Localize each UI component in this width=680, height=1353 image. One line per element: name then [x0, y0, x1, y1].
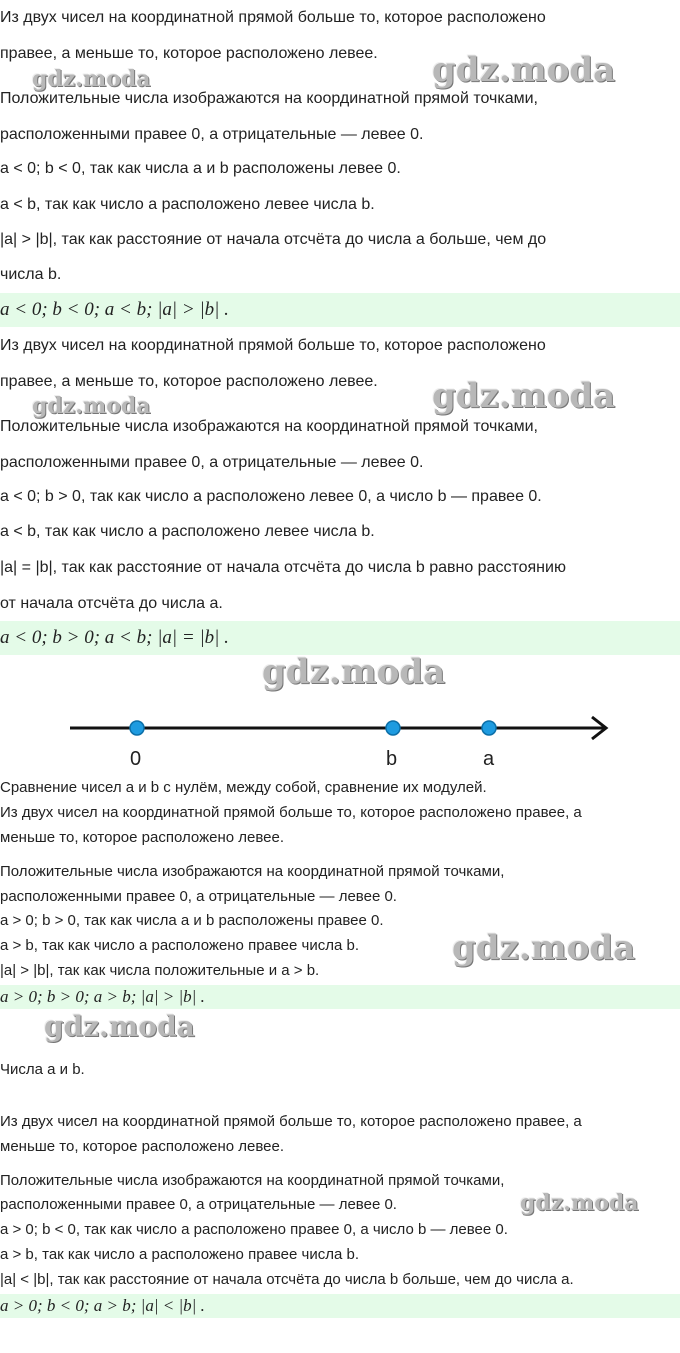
- text-line: |a| = |b|, так как расстояние от начала отсчёта до числа b равно расстоянию: [0, 559, 566, 576]
- text-line: Числа a и b.: [0, 1061, 85, 1078]
- text-line: |a| < |b|, так как расстояние от начала отсчёта до числа b больше, чем до числа a.: [0, 1271, 574, 1288]
- watermark: gdz.moda: [520, 1190, 639, 1216]
- watermark: gdz.moda: [432, 50, 616, 90]
- text-line: расположенными правее 0, а отрицательные — левее 0.: [0, 1196, 397, 1213]
- text-line: от начала отсчёта до числа a.: [0, 595, 223, 612]
- watermark: gdz.moda: [44, 1010, 195, 1043]
- text-line: a > 0; b < 0, так как число a расположено правее 0, а число b — левее 0.: [0, 1221, 508, 1238]
- text-line: a > b, так как число a расположено правее числа b.: [0, 937, 359, 954]
- answer-box: a > 0; b < 0; a > b; |a| < |b| .: [0, 1294, 680, 1318]
- point-b: [386, 721, 400, 735]
- number-line: [0, 700, 680, 780]
- answer-box: a > 0; b > 0; a > b; |a| > |b| .: [0, 985, 680, 1009]
- text-line: меньше то, которое расположено левее.: [0, 1138, 284, 1155]
- text-line: a < 0; b < 0, так как числа a и b расположены левее 0.: [0, 160, 401, 177]
- text-line: правее, а меньше то, которое расположено левее.: [0, 45, 378, 62]
- text-line: Из двух чисел на координатной прямой больше то, которое расположено правее, а: [0, 1113, 582, 1130]
- answer-box: a < 0; b < 0; a < b; |a| > |b| .: [0, 293, 680, 327]
- text-line: a > 0; b > 0, так как числа a и b расположены правее 0.: [0, 912, 384, 929]
- watermark: gdz.moda: [432, 376, 616, 416]
- text-line: |a| > |b|, так как расстояние от начала отсчёта до числа a больше, чем до: [0, 231, 547, 248]
- text-line: расположенными правее 0, а отрицательные — левее 0.: [0, 888, 397, 905]
- text-line: меньше то, которое расположено левее.: [0, 829, 284, 846]
- watermark: gdz.moda: [32, 393, 151, 419]
- point-zero: [130, 721, 144, 735]
- text-line: a < b, так как число a расположено левее числа b.: [0, 196, 375, 213]
- text-line: a < b, так как число a расположено левее числа b.: [0, 523, 375, 540]
- text-line: Положительные числа изображаются на координатной прямой точками,: [0, 418, 538, 435]
- label-a: a: [483, 748, 495, 770]
- text-line: правее, а меньше то, которое расположено левее.: [0, 373, 378, 390]
- watermark: gdz.moda: [32, 66, 151, 92]
- text-line: расположенными правее 0, а отрицательные — левее 0.: [0, 126, 424, 143]
- text-line: |a| > |b|, так как числа положительные и a > b.: [0, 962, 320, 979]
- text-line: Сравнение чисел a и b с нулём, между собой, сравнение их модулей.: [0, 779, 487, 796]
- text-line: a < 0; b > 0, так как число a расположено левее 0, а число b — правее 0.: [0, 488, 542, 505]
- point-a: [482, 721, 496, 735]
- text-line: Из двух чисел на координатной прямой больше то, которое расположено: [0, 337, 546, 354]
- text-line: Положительные числа изображаются на координатной прямой точками,: [0, 863, 505, 880]
- text-line: Из двух чисел на координатной прямой больше то, которое расположено: [0, 9, 546, 26]
- text-line: a > b, так как число a расположено правее числа b.: [0, 1246, 359, 1263]
- text-line: расположенными правее 0, а отрицательные — левее 0.: [0, 454, 424, 471]
- watermark: gdz.moda: [452, 928, 636, 968]
- label-b: b: [386, 748, 398, 770]
- text-line: Из двух чисел на координатной прямой больше то, которое расположено правее, а: [0, 804, 582, 821]
- watermark: gdz.moda: [262, 652, 446, 692]
- label-zero: 0: [130, 748, 142, 770]
- text-line: Положительные числа изображаются на координатной прямой точками,: [0, 1172, 505, 1189]
- text-line: Положительные числа изображаются на координатной прямой точками,: [0, 90, 538, 107]
- text-line: числа b.: [0, 266, 62, 283]
- answer-box: a < 0; b > 0; a < b; |a| = |b| .: [0, 621, 680, 655]
